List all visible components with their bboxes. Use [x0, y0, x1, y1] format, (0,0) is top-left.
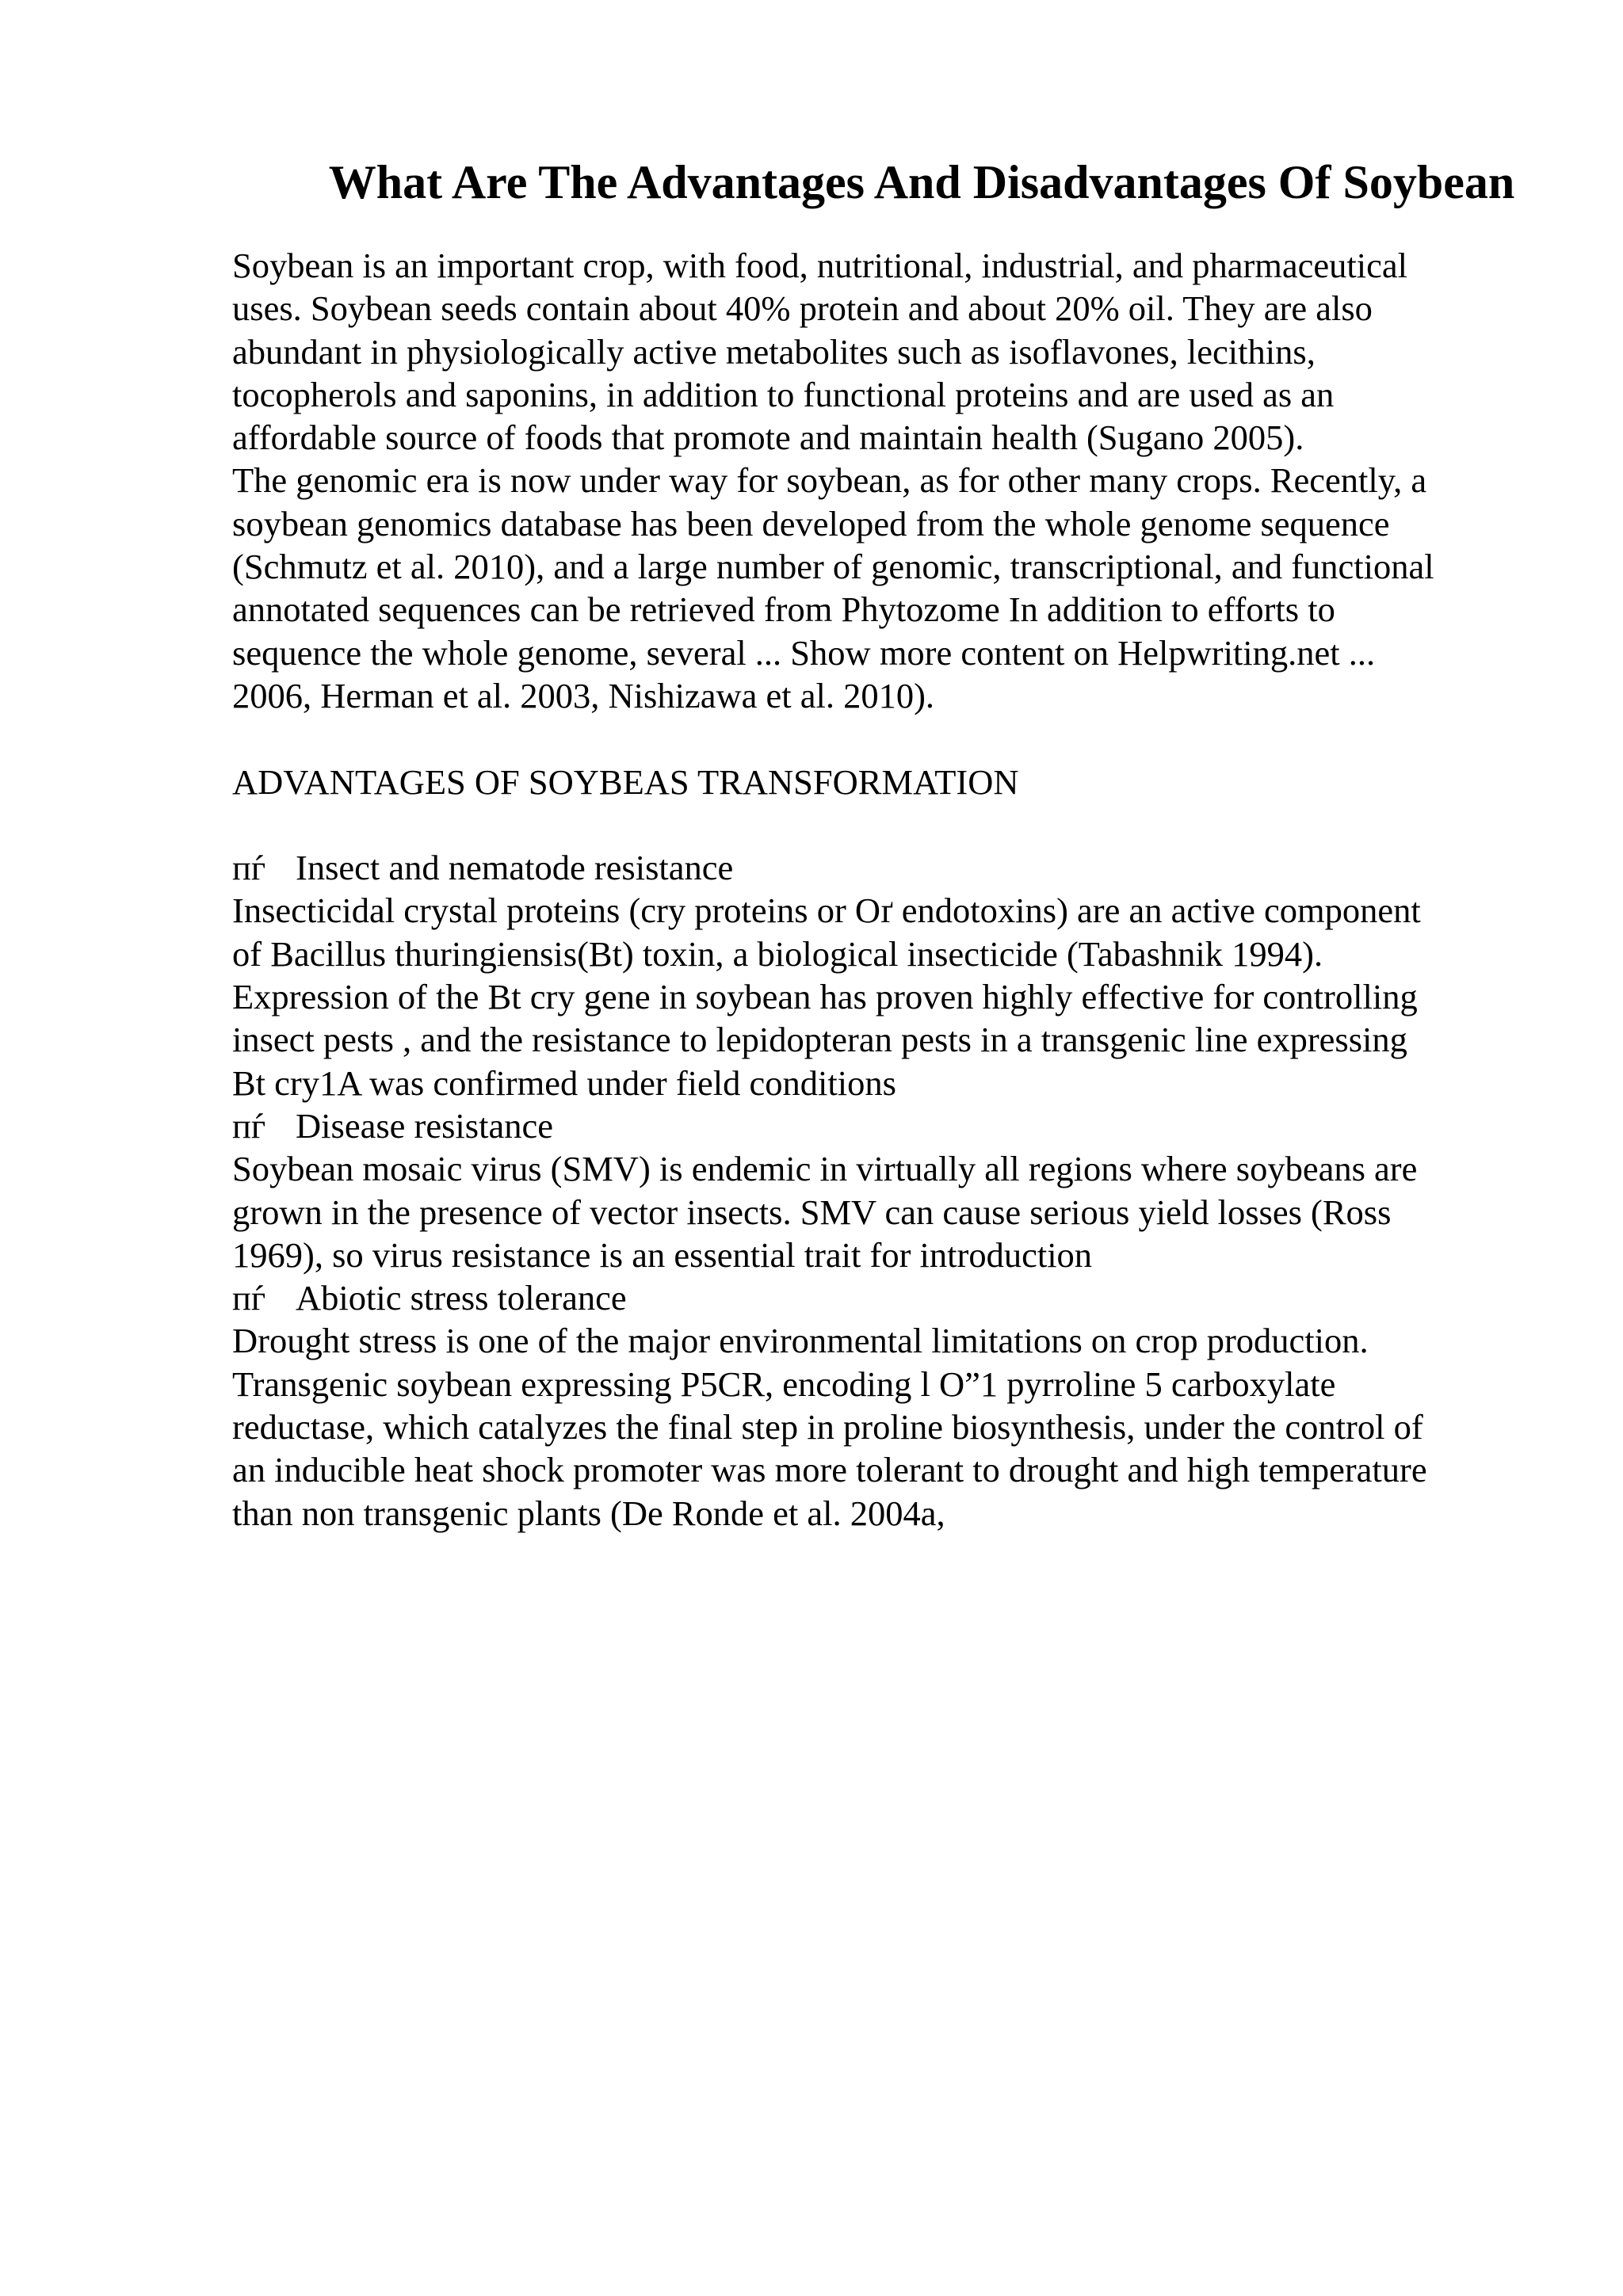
item-line: insect pests , and the resistance to lepidopteran pests in a transgenic line expressing [232, 1020, 1407, 1060]
item-heading [232, 1104, 1516, 1147]
intro-line: Soybean is an important crop, with food, nutritional, industrial, and pharmaceutical [232, 246, 1407, 285]
intro-line: 2006, Herman et al. 2003, Nishizawa et al. 2010). [232, 675, 935, 715]
intro-line: sequence the whole genome, several ... Show more content on Helpwriting.net ... [232, 632, 1376, 673]
item-line: grown in the presence of vector insects. SMV can cause serious yield losses (Ross [232, 1192, 1392, 1232]
item-line: Soybean mosaic virus (SMV) is endemic in virtually all regions where soybeans are [232, 1149, 1418, 1189]
item-heading [232, 846, 1516, 889]
intro-line: The genomic era is now under way for soybean, as for other many crops. Recently, a [232, 460, 1427, 501]
intro-line: (Schmutz et al. 2010), and a large number of genomic, transcriptional, and functional [232, 547, 1434, 587]
paragraph-gap [232, 803, 1516, 846]
bullet-glyph: пѓ [232, 1278, 266, 1318]
bullet-glyph: пѓ [232, 1105, 266, 1146]
intro-line: abundant in physiologically active metabolites such as isoflavones, lecithins, [232, 331, 1316, 372]
item-heading [232, 1276, 1516, 1319]
item-insect-resistance [232, 846, 1516, 1104]
item-line: an inducible heat shock promoter was more tolerant to drought and high temperature [232, 1450, 1427, 1490]
intro-paragraph [232, 244, 1516, 717]
section-heading: ADVANTAGES OF SOYBEAS TRANSFORMATION [232, 761, 1019, 802]
bullet-glyph: пѓ [232, 848, 266, 888]
paragraph-gap [232, 717, 1516, 760]
intro-line: soybean genomics database has been developed from the whole genome sequence [232, 503, 1390, 543]
item-line: of Bacillus thuringiensis(Bt) toxin, a biological insecticide (Tabashnik 1994). [232, 933, 1323, 974]
item-heading-text: Disease resistance [296, 1105, 553, 1146]
item-line: Drought stress is one of the major environmental limitations on crop production. [232, 1321, 1369, 1361]
item-line: Insecticidal crystal proteins (cry proteins or Оґ endotoxins) are an active component [232, 891, 1421, 931]
item-line: Bt cry1A was confirmed under field conditions [232, 1062, 896, 1103]
document-body [232, 244, 1516, 1535]
intro-line: tocopherols and saponins, in addition to functional proteins and are used as an [232, 374, 1335, 414]
item-heading-text: Abiotic stress tolerance [296, 1278, 627, 1318]
document-title: What Are The Advantages And Disadvantages Of Soybean [328, 156, 1515, 208]
item-disease-resistance [232, 1104, 1516, 1276]
item-line: 1969), so virus resistance is an essential trait for introduction [232, 1234, 1093, 1275]
intro-line: affordable source of foods that promote and maintain health (Sugano 2005). [232, 418, 1304, 458]
item-line: Expression of the Bt cry gene in soybean has proven highly effective for controlling [232, 977, 1418, 1017]
intro-line: annotated sequences can be retrieved from Phytozome In addition to efforts to [232, 589, 1335, 630]
item-line: reductase, which catalyzes the final step in proline biosynthesis, under the control of [232, 1407, 1423, 1447]
intro-line: uses. Soybean seeds contain about 40% protein and about 20% oil. They are also [232, 288, 1373, 329]
item-line: than non transgenic plants (De Ronde et al. 2004a, [232, 1493, 945, 1533]
item-heading-text: Insect and nematode resistance [296, 848, 734, 888]
item-line: Transgenic soybean expressing P5CR, encoding l О”1 pyrroline 5 carboxylate [232, 1363, 1336, 1404]
item-abiotic-stress [232, 1276, 1516, 1535]
